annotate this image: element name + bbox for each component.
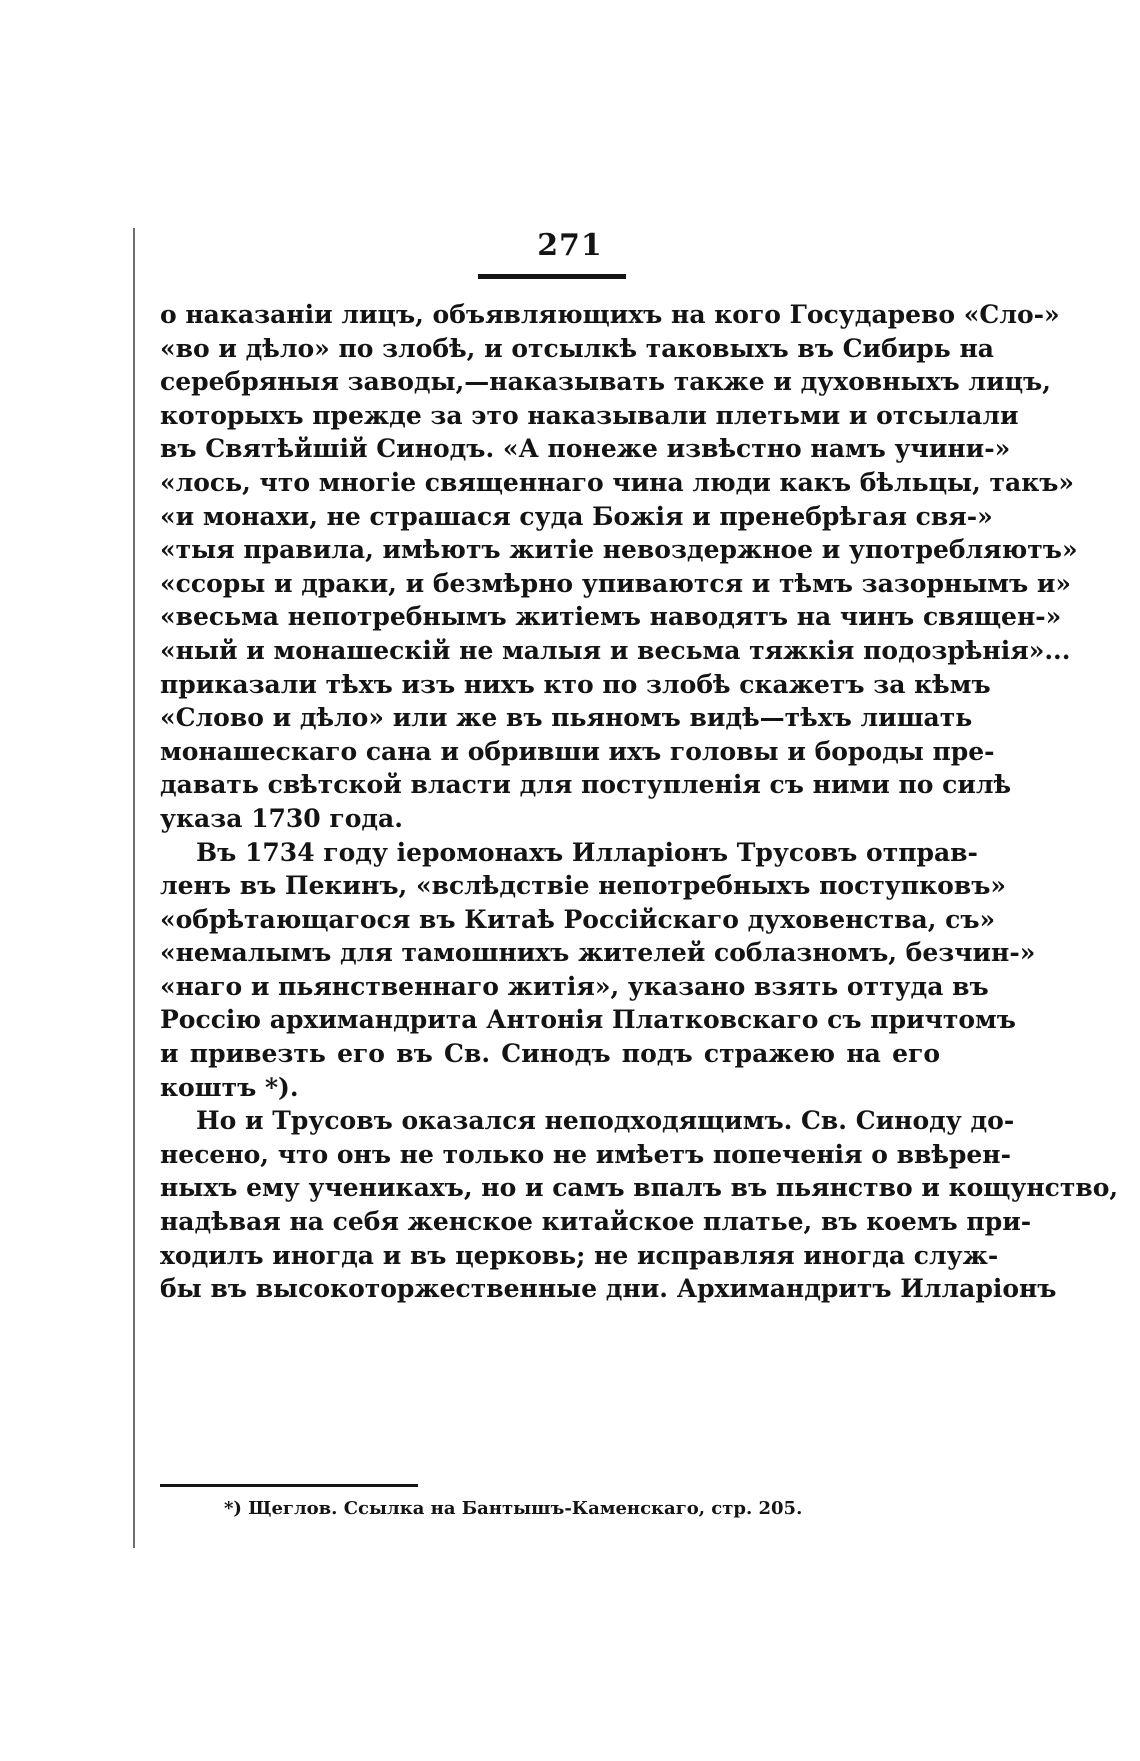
- text-line: монашескаго сана и обривши ихъ головы и бороды пре-: [160, 736, 995, 766]
- text-line: «ный и монашескій не малыя и весьма тяжкія подозрѣнія»...: [160, 635, 1071, 665]
- text-line: «немалымъ для тамошнихъ жителей соблазномъ, безчин-»: [160, 938, 1036, 968]
- text-line: серебряныя заводы,—наказывать также и духовныхъ лицъ,: [160, 367, 1051, 397]
- text-line: Россію архимандрита Антонія Платковскаго съ причтомъ: [160, 1005, 1016, 1035]
- text-line: о наказаніи лицъ, объявляющихъ на кого Государево «Сло-»: [160, 300, 1060, 329]
- text-line: «наго и пьянственнаго житія», указано взять оттуда въ: [160, 971, 989, 1001]
- text-line: ныхъ ему ученикахъ, но и самъ впалъ въ пьянство и кощунство,: [160, 1173, 1119, 1203]
- text-line: приказали тѣхъ изъ нихъ кто по злобѣ скажетъ за кѣмъ: [160, 669, 991, 699]
- text-line: давать свѣтской власти для поступленія съ ними по силѣ: [160, 770, 1012, 800]
- text-line: Но и Трусовъ оказался неподходящимъ. Св. Синоду до-: [196, 1106, 1015, 1136]
- text-line: «лось, что многіе священнаго чина люди какъ бѣльцы, такъ»: [160, 467, 1075, 497]
- header-rule: [478, 274, 626, 279]
- text-line: коштъ *).: [160, 1072, 299, 1102]
- text-line: «ссоры и драки, и безмѣрно упиваются и тѣмъ зазорнымъ и»: [160, 568, 1072, 598]
- text-line: «и монахи, не страшася суда Божія и пренебрѣгая свя-»: [160, 501, 993, 531]
- text-line: «тыя правила, имѣютъ житіе невоздержное и употребляютъ»: [160, 535, 1078, 565]
- text-line: Въ 1734 году іеромонахъ Илларіонъ Трусовъ отправ-: [196, 837, 978, 867]
- body-text: [160, 298, 1119, 1306]
- page-edge-line: [133, 228, 135, 1548]
- text-line: и привезть его въ Св. Синодъ подъ стражею на его: [160, 1039, 940, 1069]
- text-line: бы въ высокоторжественные дни. Архимандритъ Илларіонъ: [160, 1274, 1057, 1304]
- text-line: указа 1730 года.: [160, 803, 403, 833]
- text-line: ходилъ иногда и въ церковь; не исправляя иногда служ-: [160, 1240, 999, 1270]
- text-line: несено, что онъ не только не имѣетъ попеченія о ввѣрен-: [160, 1139, 1011, 1169]
- footnote: *) Щеглов. Ссылка на Бантышъ-Каменскаго, стр. 205.: [224, 1498, 803, 1519]
- text-line: «во и дѣло» по злобѣ, и отсылкѣ таковыхъ въ Сибирь на: [160, 333, 994, 363]
- text-line: «обрѣтающагося въ Китаѣ Россійскаго духовенства, съ»: [160, 904, 996, 934]
- text-line: въ Святѣйшій Синодъ. «А понеже извѣстно намъ учини-»: [160, 434, 1011, 464]
- text-line: ленъ въ Пекинъ, «вслѣдствіе непотребныхъ поступковъ»: [160, 871, 1006, 901]
- page-number: 271: [537, 228, 603, 263]
- footnote-rule: [160, 1484, 418, 1487]
- text-line: «Слово и дѣло» или же въ пьяномъ видѣ—тѣхъ лишать: [160, 703, 973, 733]
- text-line: которыхъ прежде за это наказывали плетьми и отсылали: [160, 400, 1019, 430]
- text-line: «весьма непотребнымъ житіемъ наводятъ на чинъ священ-»: [160, 602, 1062, 632]
- text-line: надѣвая на себя женское китайское платье, въ коемъ при-: [160, 1207, 1032, 1237]
